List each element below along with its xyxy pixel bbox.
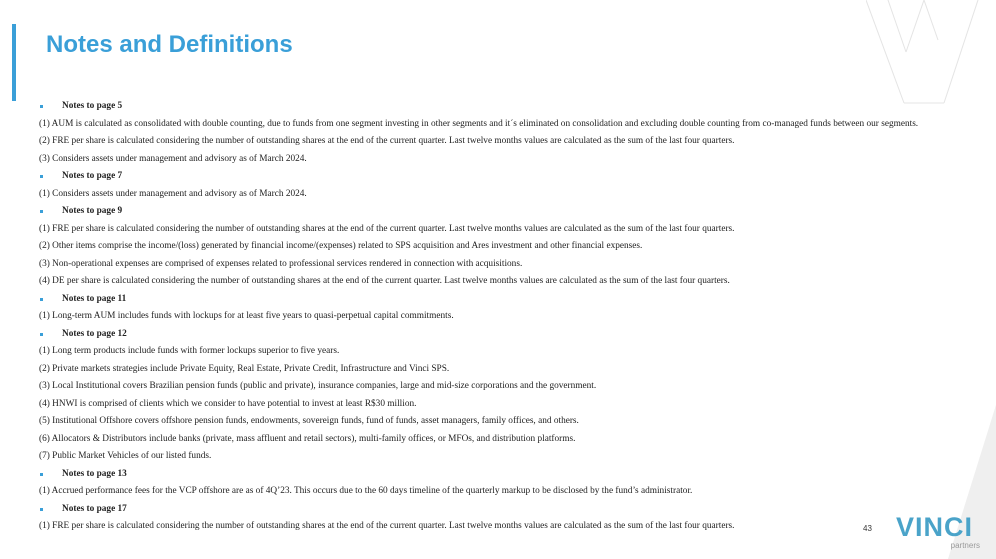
square-bullet-icon — [40, 105, 43, 108]
vinci-partners-logo — [896, 512, 984, 552]
section-heading — [39, 504, 949, 515]
note-item: (2) Other items comprise the income/(loss) generated by financial income/(expenses) related to SPS acquisition and Ares investment and other financial expenses. — [39, 241, 643, 251]
logo-subtext: partners — [950, 541, 980, 550]
note-item: (1) Long term products include funds with former lockups superior to five years. — [39, 346, 340, 356]
section-heading — [39, 206, 949, 217]
section-title: Notes to page 12 — [62, 328, 127, 339]
page-title: Notes and Definitions — [46, 31, 293, 58]
note-item: (1) FRE per share is calculated considering the number of outstanding shares at the end of the current quarter. Last twelve months values are calculated as the sum of the last four quarters. — [39, 223, 735, 234]
notes-content — [39, 101, 949, 539]
section-heading — [39, 329, 949, 340]
note-item: (1) Long-term AUM includes funds with lockups for at least five years to quasi-perpetual capital commitments. — [39, 311, 454, 321]
section-title: Notes to page 5 — [62, 101, 123, 111]
page-number: 43 — [863, 524, 872, 533]
section-heading — [39, 101, 949, 112]
note-item: (3) Local Institutional covers Brazilian pension funds (public and private), insurance companies, large and mid-size corporations and the government. — [39, 381, 597, 391]
square-bullet-icon — [40, 210, 43, 213]
square-bullet-icon — [40, 298, 43, 301]
note-item: (1) FRE per share is calculated considering the number of outstanding shares at the end of the current quarter. Last twelve months values are calculated as the sum of the last four quarters. — [39, 521, 735, 531]
note-item: (3) Considers assets under management and advisory as of March 2024. — [39, 153, 307, 164]
title-accent-bar — [12, 24, 16, 101]
section-heading — [39, 294, 949, 305]
section-title: Notes to page 13 — [62, 468, 127, 479]
section-title: Notes to page 7 — [62, 171, 123, 181]
note-item: (2) Private markets strategies include Private Equity, Real Estate, Private Credit, Infrastructure and Vinci SPS. — [39, 363, 450, 374]
note-item: (2) FRE per share is calculated considering the number of outstanding shares at the end of the current quarter. Last twelve months values are calculated as the sum of the last four quarters. — [39, 136, 735, 146]
square-bullet-icon — [40, 508, 43, 511]
logo-wordmark: VINCI — [896, 512, 974, 542]
note-item: (7) Public Market Vehicles of our listed funds. — [39, 451, 212, 461]
section-title: Notes to page 11 — [62, 293, 127, 304]
square-bullet-icon — [40, 175, 43, 178]
section-heading — [39, 469, 949, 480]
section-title: Notes to page 9 — [62, 206, 123, 216]
note-item: (1) Considers assets under management and advisory as of March 2024. — [39, 188, 307, 199]
section-title: Notes to page 17 — [62, 503, 127, 514]
note-item: (6) Allocators & Distributors include banks (private, mass affluent and retail sectors), multi-family offices, or MFOs, and distribution platforms. — [39, 433, 576, 444]
section-heading — [39, 171, 949, 182]
note-item: (4) DE per share is calculated considering the number of outstanding shares at the end of the current quarter. Last twelve months values are calculated as the sum of the last four quarters. — [39, 276, 730, 286]
square-bullet-icon — [40, 333, 43, 336]
note-item: (3) Non-operational expenses are comprised of expenses related to professional services rendered in connection with acquisitions. — [39, 258, 523, 269]
note-item: (5) Institutional Offshore covers offshore pension funds, endowments, sovereign funds, fund of funds, asset managers, family offices, and others. — [39, 416, 579, 426]
square-bullet-icon — [40, 473, 43, 476]
note-item: (1) AUM is calculated as consolidated with double counting, due to funds from one segment investing in other segments and it´s eliminated on consolidation and excluding double counting from co-managed funds between our segments. — [39, 118, 919, 129]
note-item: (4) HNWI is comprised of clients which we consider to have potential to invest at least R$30 million. — [39, 398, 417, 409]
note-item: (1) Accrued performance fees for the VCP offshore are as of 4Q’23. This occurs due to the 60 days timeline of the quarterly markup to be disclosed by the fund’s administrator. — [39, 486, 693, 496]
